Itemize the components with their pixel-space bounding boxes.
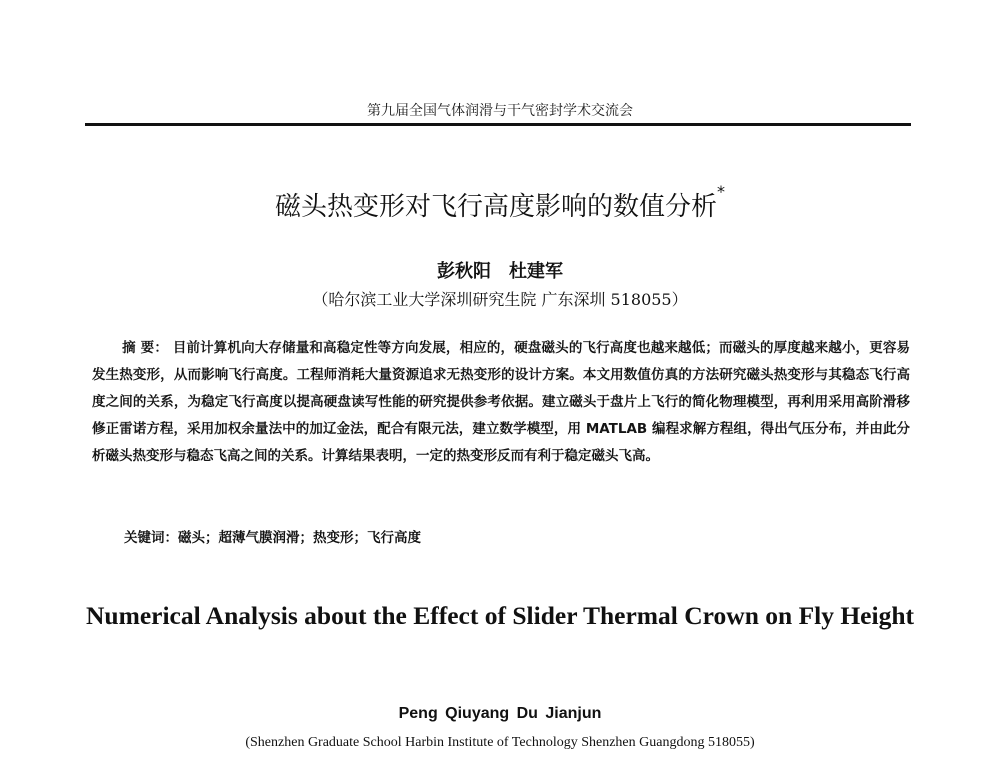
keywords-zh <box>124 526 904 546</box>
affiliation-zh: （哈尔滨工业大学深圳研究生院 广东深圳 518055） <box>312 290 688 309</box>
keywords-label: 关键词： <box>124 530 178 546</box>
footnote-mark: * <box>717 182 725 201</box>
affiliation-en: (Shenzhen Graduate School Harbin Institute of Technology Shenzhen Guangdong 518055) <box>245 735 755 750</box>
paper-title-en: Numerical Analysis about the Effect of Slider Thermal Crown on Fly Height <box>85 601 915 630</box>
keywords-text: 磁头；超薄气膜润滑；热变形；飞行高度 <box>178 530 421 546</box>
abstract-text: 目前计算机向大存储量和高稳定性等方向发展，相应的，硬盘磁头的飞行高度也越来越低；而磁头的厚度越来越小，更容易发生热变形，从而影响飞行高度。工程师消耗大量资源追求无热变形的设计方案。本文用数值仿真的方法研究磁头热变形与其稳态飞行高度之间的关系，为稳定飞行高度以提高硬盘读写性能的研究提供参考依据。建立磁头于盘片上飞行的简化物理模型，再利用采用高阶滑移修正雷诺方程，采用加权余量法中的加辽金法，配合有限元法，建立数学模型，用 MATLAB 编程求解方程组，得出气压分布，并由此分析磁头热变形与稳态飞高之间的关系。计算结果表明，一定的热变形反而有利于稳定磁头飞高。 <box>92 340 911 464</box>
authors-en: Peng Qiuyang Du Jianjun <box>398 705 602 722</box>
abstract-label: 摘 要： <box>122 340 168 356</box>
header-rule <box>85 123 911 126</box>
running-header: 第九届全国气体润滑与干气密封学术交流会 <box>367 103 633 119</box>
authors-zh: 彭秋阳 杜建军 <box>437 261 563 282</box>
paper-title-zh <box>0 182 1000 223</box>
paper-title-zh-text: 磁头热变形对飞行高度影响的数值分析 <box>274 192 717 222</box>
abstract-zh <box>92 335 910 470</box>
